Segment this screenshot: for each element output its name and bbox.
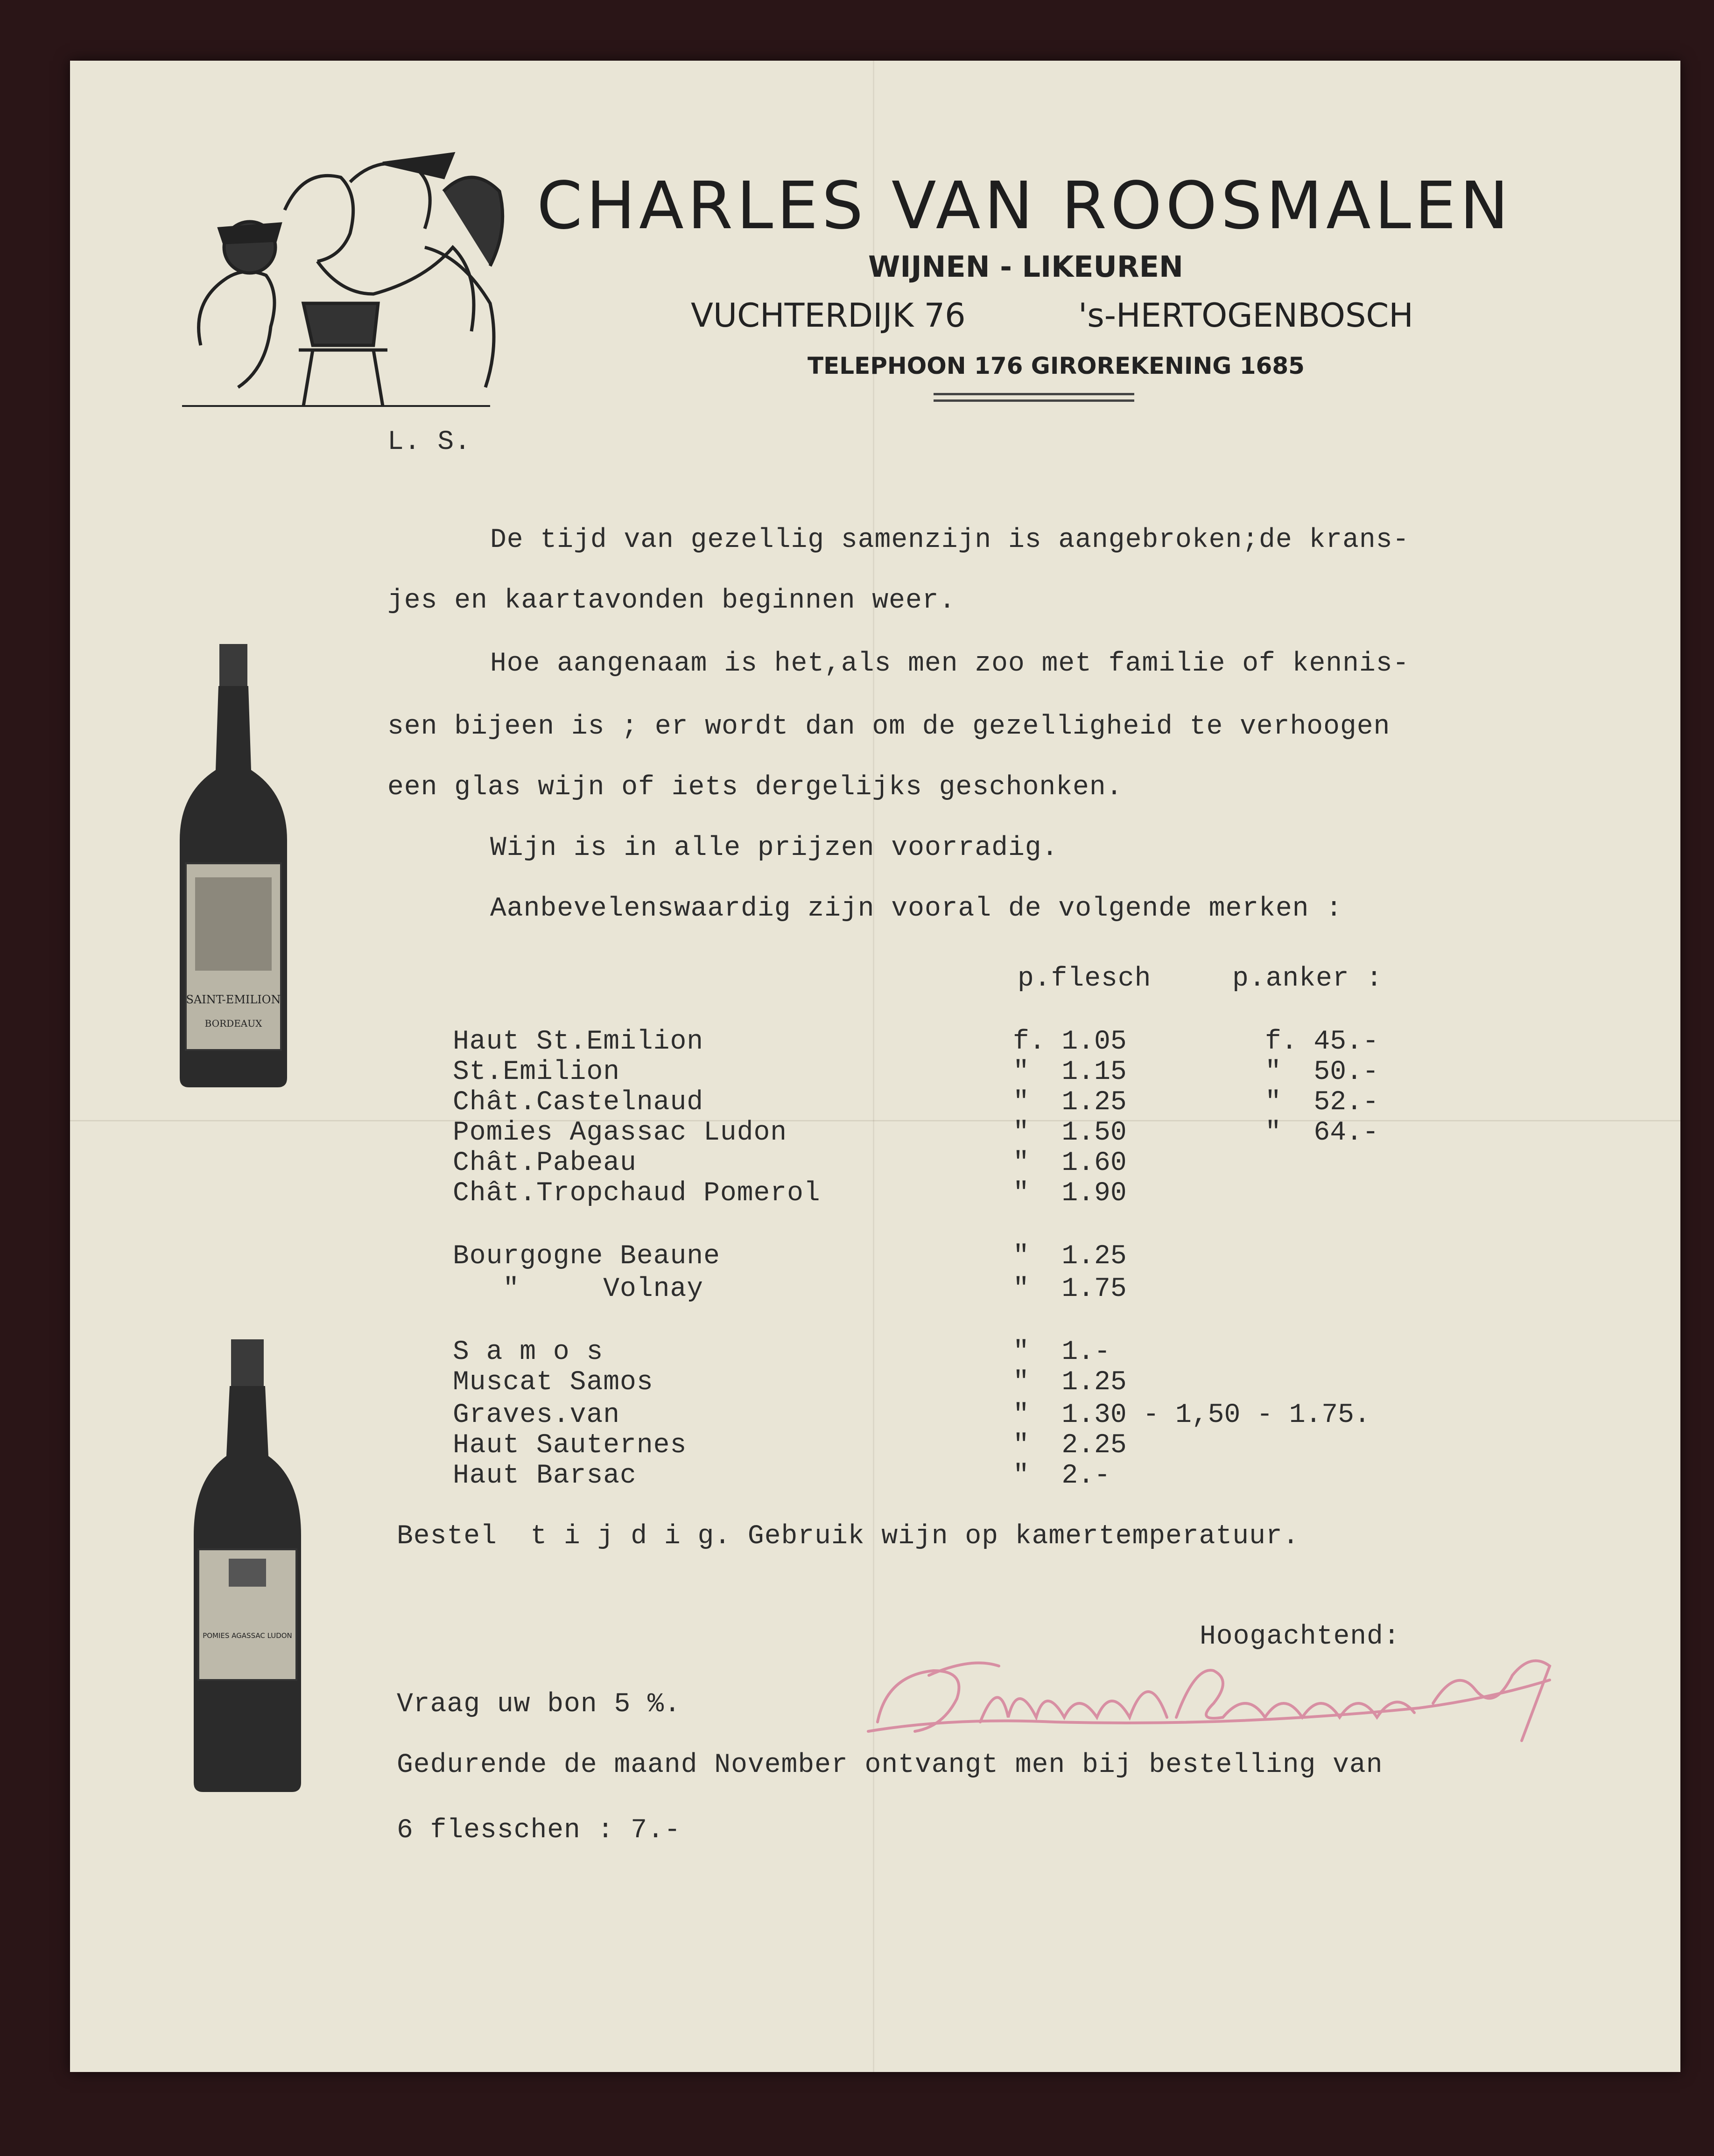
wine-bottle-illustration	[187, 1339, 308, 1792]
wine-name: Pomies Agassac Ludon	[453, 1118, 787, 1148]
paragraph-line: sen bijeen is ; er wordt dan om de gezelligheid te verhoogen	[387, 712, 1391, 742]
bottle-label-text: POMIES AGASSAC LUDON	[203, 1631, 292, 1640]
wine-price-bottle: " 1.30 - 1,50 - 1.75.	[1013, 1400, 1370, 1430]
wine-price-bottle: " 1.25	[1013, 1367, 1127, 1398]
paragraph-line: jes en kaartavonden beginnen weer.	[387, 586, 956, 616]
contact-line: TELEPHOON 176 GIROREKENING 1685	[808, 352, 1305, 379]
wine-price-bottle: " 1.75	[1013, 1274, 1127, 1304]
paragraph-line: een glas wijn of iets dergelijks geschonken.	[387, 772, 1123, 803]
wine-price-bottle: " 1.60	[1013, 1148, 1127, 1178]
address-street: VUCHTERDIJK 76	[691, 296, 966, 335]
wine-price-bottle: " 1.25	[1013, 1087, 1127, 1118]
header-rule	[934, 399, 1134, 402]
paragraph-line: Wijn is in alle prijzen voorradig.	[490, 833, 1059, 863]
company-name: CHARLES VAN ROOSMALEN	[537, 168, 1512, 244]
wine-price-bottle: f. 1.05	[1013, 1027, 1127, 1057]
wine-name: Haut Barsac	[453, 1461, 637, 1491]
order-note: Bestel t i j d i g. Gebruik wijn op kamertemperatuur.	[397, 1521, 1300, 1552]
bottle-label-subtext: BORDEAUX	[204, 1018, 262, 1029]
wine-price-bottle: " 1.25	[1013, 1241, 1127, 1272]
wine-name: Haut Sauternes	[453, 1430, 687, 1461]
wine-price-anker: " 52.-	[1265, 1087, 1379, 1118]
address-city: 's-HERTOGENBOSCH	[1078, 296, 1413, 335]
wine-price-bottle: " 1.-	[1013, 1337, 1110, 1367]
wine-name: St.Emilion	[453, 1057, 620, 1087]
header-rule	[934, 393, 1134, 395]
wine-price-anker: " 64.-	[1265, 1118, 1379, 1148]
signature	[859, 1638, 1582, 1750]
trade-line: WIJNEN - LIKEUREN	[868, 250, 1183, 284]
wine-price-anker: " 50.-	[1265, 1057, 1379, 1087]
wine-name: Chât.Pabeau	[453, 1148, 637, 1178]
wine-price-bottle: " 2.-	[1013, 1461, 1110, 1491]
wine-name: Chât.Tropchaud Pomerol	[453, 1178, 821, 1209]
wine-price-bottle: " 2.25	[1013, 1430, 1127, 1461]
wine-name: Graves.van	[453, 1400, 620, 1430]
november-offer-line: Gedurende de maand November ontvangt men bij bestelling van	[397, 1750, 1383, 1780]
fold-crease	[70, 1120, 1680, 1121]
letter-paper	[70, 61, 1680, 2072]
paragraph-line: Hoe aangenaam is het,als men zoo met familie of kennis-	[490, 649, 1410, 679]
wine-name: Haut St.Emilion	[453, 1027, 704, 1057]
wine-name: Muscat Samos	[453, 1367, 653, 1398]
bon-note: Vraag uw bon 5 %.	[397, 1689, 681, 1720]
wine-price-bottle: " 1.50	[1013, 1118, 1127, 1148]
november-offer-line: 6 flesschen : 7.-	[397, 1815, 681, 1846]
closing: Hoogachtend:	[1200, 1622, 1400, 1652]
wine-name: S a m o s	[453, 1337, 604, 1367]
bottle-label-text: SAINT-EMILION	[186, 993, 281, 1006]
wine-name: " Volnay	[453, 1274, 704, 1304]
wine-name: Bourgogne Beaune	[453, 1241, 720, 1272]
drinkers-illustration	[163, 126, 509, 425]
wine-bottle-illustration	[173, 644, 294, 1087]
column-header-anker: p.anker :	[1232, 964, 1383, 994]
paragraph-line: Aanbevelenswaardig zijn vooral de volgende merken :	[490, 894, 1343, 924]
wine-price-bottle: " 1.15	[1013, 1057, 1127, 1087]
wine-price-anker: f. 45.-	[1265, 1027, 1379, 1057]
wine-price-bottle: " 1.90	[1013, 1178, 1127, 1209]
wine-name: Chât.Castelnaud	[453, 1087, 704, 1118]
paragraph-line: De tijd van gezellig samenzijn is aangebroken;de krans-	[490, 525, 1410, 555]
salutation: L. S.	[387, 427, 471, 457]
column-header-bottle: p.flesch	[1018, 964, 1152, 994]
